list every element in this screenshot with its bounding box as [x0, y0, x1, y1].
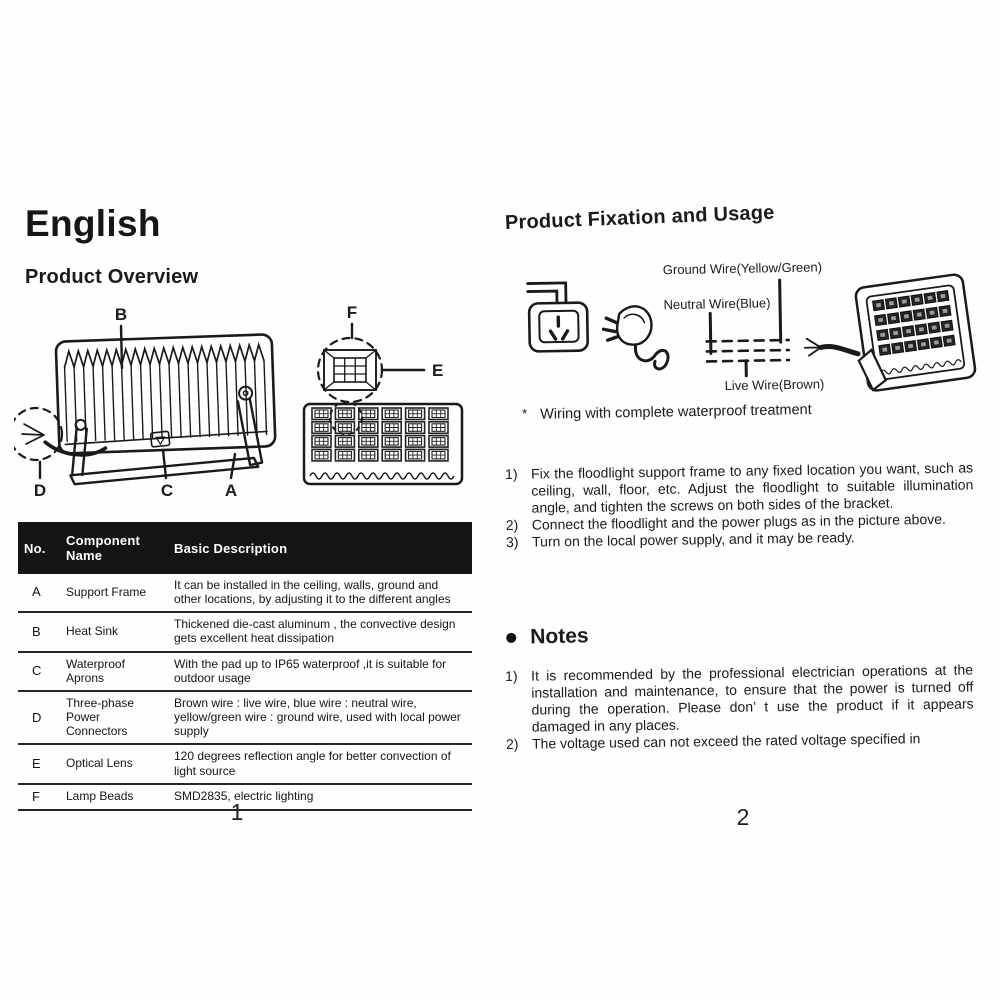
note-text: It is recommended by the professional electrician operations at the installation and maintenance, to ensure that the power is turned off during the operation. Please don’ t use the product if it appears damaged in any places.: [530, 661, 974, 735]
notes-list: [505, 661, 974, 753]
row-e-name: Optical Lens: [60, 744, 168, 783]
table-row: [18, 652, 472, 691]
wire-ends-drawing: [14, 408, 62, 460]
row-f-name: Lamp Beads: [60, 784, 168, 810]
row-c-desc: With the pad up to IP65 waterproof ,it is suitable for outdoor usage: [168, 652, 472, 691]
row-d-no: D: [18, 691, 60, 744]
socket-drawing: [528, 283, 588, 352]
plug-body: [617, 306, 652, 345]
page-title: English: [25, 203, 161, 244]
callout-a: A: [224, 481, 238, 500]
callout-e: E: [432, 361, 444, 380]
step-number: 2): [505, 516, 519, 533]
step-number: 3): [505, 533, 519, 550]
step-number: 1): [505, 465, 518, 482]
note-number: 1): [505, 667, 518, 684]
step-text: Connect the floodlight and the power plugs as in the picture above.: [531, 510, 946, 533]
led-chip-zoom-drawing: [318, 324, 424, 402]
page-number-right: 2: [736, 804, 750, 830]
plug-cord: [635, 344, 668, 369]
led-panel-drawing: [304, 402, 462, 484]
live-wire-label: Live Wire(Brown): [724, 376, 825, 394]
product-overview-diagram: [14, 296, 476, 516]
note-number: 2): [505, 735, 519, 752]
row-f-desc: SMD2835, electric lighting: [168, 784, 472, 810]
col-header-no: No.: [18, 522, 60, 574]
step-text: Turn on the local power supply, and it may be ready.: [531, 529, 855, 550]
wire-ends-drawing: [805, 338, 858, 356]
row-f-no: F: [18, 784, 60, 810]
row-b-no: B: [18, 612, 60, 651]
asterisk-marker: *: [522, 405, 528, 421]
row-d-name: Three-phase Power Connectors: [60, 691, 168, 744]
col-header-desc: Basic Description: [168, 522, 472, 574]
callout-b: B: [114, 305, 128, 324]
component-table: [18, 522, 472, 811]
notes-heading-text: Notes: [529, 624, 589, 649]
wiring-diagram: [502, 238, 991, 412]
wire-bundle-drawing: [706, 280, 790, 376]
callout-d: D: [33, 481, 47, 500]
note-item: [505, 661, 974, 736]
row-a-desc: It can be installed in the ceiling, walls, ground and other locations, by adjusting it to the different angles: [168, 574, 472, 612]
row-c-name: Waterproof Aprons: [60, 652, 168, 691]
wiring-note: [522, 401, 812, 423]
floodlight-front-drawing: [849, 274, 976, 393]
row-b-desc: Thickened die-cast aluminum , the convective design gets excellent heat dissipation: [168, 612, 472, 651]
row-b-name: Heat Sink: [60, 612, 168, 651]
page-number-left: 1: [230, 799, 244, 825]
neutral-wire-label: Neutral Wire(Blue): [663, 295, 771, 313]
col-header-name: Component Name: [60, 522, 168, 574]
row-a-no: A: [18, 574, 60, 612]
row-a-name: Support Frame: [60, 574, 168, 612]
row-e-no: E: [18, 744, 60, 783]
callout-c: C: [160, 481, 174, 500]
floodlight-rear-drawing: [42, 334, 277, 485]
table-row: [18, 744, 472, 783]
step-text: Fix the floodlight support frame to any fixed location you want, such as ceiling, wall, floor, etc. Adjust the floodlight to suitable illumination angle, and tighten the screws on both sides of the bracket.: [530, 459, 974, 516]
ground-wire-label: Ground Wire(Yellow/Green): [662, 259, 823, 278]
section-heading-fixation: Product Fixation and Usage: [504, 201, 775, 234]
table-row: [18, 612, 472, 651]
table-row: [18, 691, 472, 744]
page-right: [500, 0, 1000, 1000]
plug-drawing: [603, 306, 668, 370]
row-c-no: C: [18, 652, 60, 691]
step-item: [505, 459, 974, 517]
socket-wires: [528, 283, 566, 304]
section-heading-overview: Product Overview: [25, 266, 199, 288]
row-d-desc: Brown wire : live wire, blue wire : neutral wire, yellow/green wire : ground wire, used with local power supply: [168, 691, 472, 744]
neutral-wire-pointer: [710, 313, 711, 353]
ground-wire-pointer: [780, 280, 781, 342]
bullet-icon: [506, 633, 516, 643]
wiring-note-text: Wiring with complete waterproof treatment: [540, 401, 812, 423]
note-text: The voltage used can not exceed the rated voltage specified in: [531, 730, 921, 752]
callout-f: F: [346, 303, 358, 322]
notes-heading: [506, 624, 589, 650]
table-row: [18, 574, 472, 612]
usage-steps: [505, 459, 974, 551]
row-e-desc: 120 degrees reflection angle for better convection of light source: [168, 744, 472, 783]
table-header-row: [18, 522, 472, 574]
